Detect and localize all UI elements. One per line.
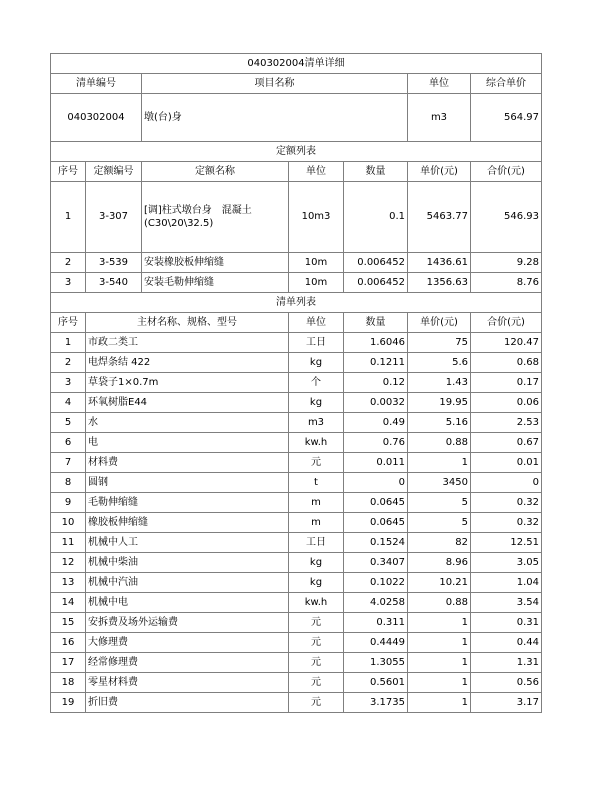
material-name: 圆钢 [86,473,289,493]
material-price: 1 [408,613,471,633]
quota-no: 3 [51,273,86,293]
material-unit: m3 [289,413,344,433]
material-name: 机械中人工 [86,533,289,553]
material-price: 1 [408,653,471,673]
material-qty-header: 数量 [344,313,408,333]
material-unit: m [289,493,344,513]
quota-unit: 10m [289,253,344,273]
quota-qty: 0.1 [344,182,408,253]
material-row [51,393,542,413]
material-qty: 0.76 [344,433,408,453]
quota-header-row [51,162,542,182]
material-name: 环氧树脂E44 [86,393,289,413]
material-price: 0.88 [408,433,471,453]
material-qty: 0.311 [344,613,408,633]
bill-unit-price-header: 综合单价 [471,74,542,94]
material-unit: t [289,473,344,493]
material-no: 8 [51,473,86,493]
material-no: 3 [51,373,86,393]
material-price: 19.95 [408,393,471,413]
material-unit: 个 [289,373,344,393]
material-row [51,633,542,653]
material-qty: 0.4449 [344,633,408,653]
bill-header-row [51,74,542,94]
material-row [51,513,542,533]
material-total: 3.17 [471,693,542,713]
material-total: 1.31 [471,653,542,673]
material-price: 1 [408,633,471,653]
material-name: 机械中汽油 [86,573,289,593]
material-price: 1 [408,453,471,473]
quota-total-header: 合价(元) [471,162,542,182]
material-price: 1.43 [408,373,471,393]
material-row [51,573,542,593]
material-name-header: 主材名称、规格、型号 [86,313,289,333]
material-price: 1 [408,693,471,713]
material-no: 18 [51,673,86,693]
material-price: 75 [408,333,471,353]
quota-code: 3-307 [86,182,142,253]
quota-section-row [51,142,542,162]
material-row [51,613,542,633]
material-name: 毛勒伸缩缝 [86,493,289,513]
material-no: 2 [51,353,86,373]
quota-no: 1 [51,182,86,253]
material-unit: kg [289,553,344,573]
material-unit: 工日 [289,333,344,353]
material-row [51,433,542,453]
bill-row [51,94,542,142]
material-name: 材料费 [86,453,289,473]
material-qty: 4.0258 [344,593,408,613]
material-price: 10.21 [408,573,471,593]
material-name: 水 [86,413,289,433]
material-name: 橡胶板伸缩缝 [86,513,289,533]
material-name: 市政二类工 [86,333,289,353]
material-row [51,333,542,353]
material-unit: kg [289,353,344,373]
bill-unit-header: 单位 [408,74,471,94]
material-total: 0.67 [471,433,542,453]
quota-row [51,273,542,293]
quota-qty: 0.006452 [344,273,408,293]
title-row [51,54,542,74]
quota-price: 5463.77 [408,182,471,253]
material-total: 0.17 [471,373,542,393]
quota-unit: 10m3 [289,182,344,253]
material-qty: 0 [344,473,408,493]
material-row [51,653,542,673]
material-total: 0.01 [471,453,542,473]
quota-total: 8.76 [471,273,542,293]
quota-name-header: 定额名称 [142,162,289,182]
material-total: 2.53 [471,413,542,433]
material-no: 6 [51,433,86,453]
material-qty: 0.1022 [344,573,408,593]
material-qty: 0.3407 [344,553,408,573]
material-total: 0.56 [471,673,542,693]
material-no: 17 [51,653,86,673]
material-section-title: 清单列表 [51,293,542,313]
material-price: 82 [408,533,471,553]
material-name: 安拆费及场外运输费 [86,613,289,633]
material-no: 11 [51,533,86,553]
material-unit: kg [289,393,344,413]
bill-code-header: 清单编号 [51,74,142,94]
material-qty: 0.0645 [344,493,408,513]
material-row [51,673,542,693]
document-title: 040302004清单详细 [51,54,542,74]
quota-qty: 0.006452 [344,253,408,273]
material-price: 3450 [408,473,471,493]
material-unit: 工日 [289,533,344,553]
quota-code: 3-540 [86,273,142,293]
quota-name: 安装橡胶板伸缩缝 [142,253,289,273]
bill-code: 040302004 [51,94,142,142]
material-price: 5 [408,493,471,513]
material-unit: m [289,513,344,533]
material-section-row [51,293,542,313]
material-no: 9 [51,493,86,513]
quota-price: 1436.61 [408,253,471,273]
material-name: 草袋子1×0.7m [86,373,289,393]
material-total: 0.32 [471,513,542,533]
material-price-header: 单价(元) [408,313,471,333]
material-unit: 元 [289,633,344,653]
material-unit: 元 [289,613,344,633]
material-name: 电 [86,433,289,453]
material-name: 机械中柴油 [86,553,289,573]
material-total: 1.04 [471,573,542,593]
quota-no: 2 [51,253,86,273]
material-total: 0.44 [471,633,542,653]
material-unit: 元 [289,673,344,693]
material-price: 1 [408,673,471,693]
material-total: 120.47 [471,333,542,353]
material-qty: 0.5601 [344,673,408,693]
material-total: 0.32 [471,493,542,513]
material-no: 13 [51,573,86,593]
quota-no-header: 序号 [51,162,86,182]
quota-total: 546.93 [471,182,542,253]
quota-section-title: 定额列表 [51,142,542,162]
bill-name: 墩(台)身 [142,94,408,142]
bill-unit: m3 [408,94,471,142]
material-price: 0.88 [408,593,471,613]
material-no: 10 [51,513,86,533]
material-unit: kg [289,573,344,593]
bill-detail-table [50,53,542,713]
material-total: 0.68 [471,353,542,373]
quota-name: [调]柱式墩台身 混凝土(C30\20\32.5) [142,182,289,253]
quota-row [51,253,542,273]
material-qty: 3.1735 [344,693,408,713]
material-header-row [51,313,542,333]
material-row [51,553,542,573]
bill-name-header: 项目名称 [142,74,408,94]
material-price: 5 [408,513,471,533]
material-total: 12.51 [471,533,542,553]
material-row [51,493,542,513]
quota-code: 3-539 [86,253,142,273]
material-total: 0 [471,473,542,493]
material-no: 4 [51,393,86,413]
material-unit: 元 [289,693,344,713]
material-no: 16 [51,633,86,653]
material-name: 经常修理费 [86,653,289,673]
material-qty: 1.3055 [344,653,408,673]
material-row [51,373,542,393]
material-unit: 元 [289,453,344,473]
material-unit: kw.h [289,433,344,453]
material-qty: 0.011 [344,453,408,473]
material-row [51,453,542,473]
material-name: 大修理费 [86,633,289,653]
material-qty: 1.6046 [344,333,408,353]
material-qty: 0.49 [344,413,408,433]
material-price: 8.96 [408,553,471,573]
material-total-header: 合价(元) [471,313,542,333]
material-unit-header: 单位 [289,313,344,333]
quota-code-header: 定额编号 [86,162,142,182]
quota-price-header: 单价(元) [408,162,471,182]
material-no: 1 [51,333,86,353]
material-unit: kw.h [289,593,344,613]
material-total: 0.06 [471,393,542,413]
material-no: 19 [51,693,86,713]
quota-qty-header: 数量 [344,162,408,182]
material-name: 机械中电 [86,593,289,613]
material-qty: 0.1524 [344,533,408,553]
material-price: 5.16 [408,413,471,433]
material-unit: 元 [289,653,344,673]
material-row [51,593,542,613]
quota-row [51,182,542,253]
material-row [51,533,542,553]
material-qty: 0.0032 [344,393,408,413]
material-row [51,473,542,493]
material-row [51,693,542,713]
material-total: 3.54 [471,593,542,613]
material-qty: 0.12 [344,373,408,393]
material-price: 5.6 [408,353,471,373]
quota-unit: 10m [289,273,344,293]
material-name: 折旧费 [86,693,289,713]
material-no: 7 [51,453,86,473]
material-qty: 0.0645 [344,513,408,533]
quota-unit-header: 单位 [289,162,344,182]
material-row [51,353,542,373]
material-total: 0.31 [471,613,542,633]
quota-total: 9.28 [471,253,542,273]
material-total: 3.05 [471,553,542,573]
bill-unit-price: 564.97 [471,94,542,142]
material-name: 零星材料费 [86,673,289,693]
material-no: 5 [51,413,86,433]
material-no-header: 序号 [51,313,86,333]
material-no: 15 [51,613,86,633]
material-qty: 0.1211 [344,353,408,373]
material-no: 12 [51,553,86,573]
quota-name: 安装毛勒伸缩缝 [142,273,289,293]
quota-price: 1356.63 [408,273,471,293]
material-no: 14 [51,593,86,613]
material-name: 电焊条结 422 [86,353,289,373]
material-row [51,413,542,433]
